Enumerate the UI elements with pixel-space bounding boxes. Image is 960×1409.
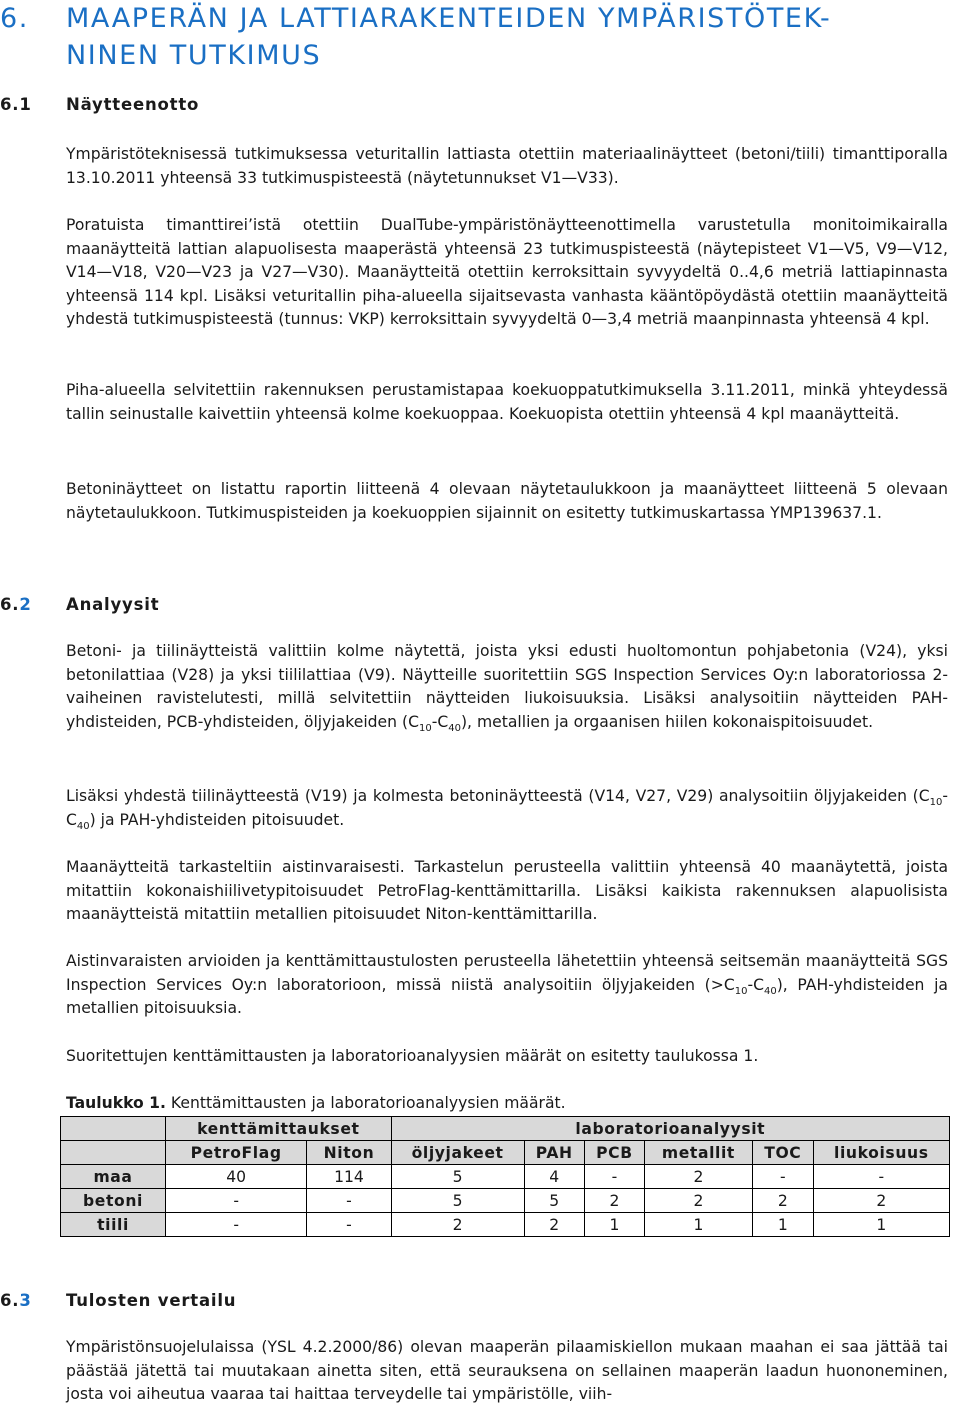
table-row [61, 1165, 950, 1189]
column-header: Niton [307, 1141, 391, 1165]
table-cell: 2 [752, 1189, 813, 1213]
table-cell: 5 [391, 1165, 524, 1189]
section-6-3-title: Tulosten vertailu [66, 1291, 237, 1310]
table-cell: - [166, 1213, 307, 1237]
row-header: maa [61, 1165, 166, 1189]
table-header-row-groups [61, 1117, 950, 1141]
table-corner-cell [61, 1117, 166, 1141]
section-6-1-number: 6.1 [0, 95, 32, 114]
table-cell: 2 [644, 1189, 752, 1213]
table-cell: 40 [166, 1165, 307, 1189]
table-cell: - [166, 1189, 307, 1213]
column-header: PetroFlag [166, 1141, 307, 1165]
table-cell: 1 [584, 1213, 644, 1237]
column-header: TOC [752, 1141, 813, 1165]
table-cell: - [307, 1213, 391, 1237]
table-cell: - [307, 1189, 391, 1213]
paragraph-6-1-2: Poratuista timanttirei’istä otettiin DualTube-ympäristönäytteenottimella varustetulla monitoimikairalla maanäytteitä lattian alapuolisesta maaperästä yhteensä 23 tutkimuspisteestä (näytepisteet V1—V5, V9—V12, V14—V18, V20—V23 ja V27—V30). Maanäytteitä otettiin kerroksittain syvyydeltä 0..4,6 metriä lattiapinnasta yhteensä 114 kpl. Lisäksi veturitallin piha-alueella sijaitsevasta vanhasta kääntöpöydästä otettiin maanäytteitä yhdestä tutkimuspisteestä (tunnus: VKP) kerroksittain syvyydeltä 0—3,4 metriä maanpinnasta yhteensä 4 kpl. [66, 216, 948, 328]
table-cell: 1 [813, 1213, 949, 1237]
table-cell: 2 [813, 1189, 949, 1213]
section-6-3-heading [0, 1290, 236, 1312]
table-cell: 2 [644, 1165, 752, 1189]
table-cell: - [584, 1165, 644, 1189]
paragraph-6-3-1: Ympäristönsuojelulaissa (YSL 4.2.2000/86) olevan maaperän pilaamiskiellon mukaan maahan ei saa jättää tai päästää jätettä tai muutakaan ainetta siten, että seurauksena on sellainen maaperän laadun huononeminen, josta voi aiheutua vaaraa tai haittaa terveydelle tai ympäristölle, viih- [66, 1338, 948, 1403]
table-1-title: Kenttämittausten ja laboratorioanalyysien määrät. [170, 1094, 566, 1112]
table-cell: 114 [307, 1165, 391, 1189]
table-header-row-columns [61, 1141, 950, 1165]
paragraph-6-2-2: Lisäksi yhdestä tiilinäytteestä (V19) ja kolmesta betoninäytteestä (V14, V27, V29) analysoitiin öljyjakeiden $(C_{10}-C_{40})$ ja PAH-yhdisteiden pitoisuudet. [66, 787, 948, 832]
paragraph-6-2-4: Aistinvaraisten arvioiden ja kenttämittaustulosten perusteella lähetettiin yhteensä seitsemän maanäytteitä SGS Inspection Services Oy:n laboratorioon, missä niistä analysoitiin öljyjakeiden $(>C_{10}-C_{40})$, PAH-yhdisteiden ja metallien pitoisuuksia. [66, 952, 948, 1017]
section-6-title-line2: NINEN TUTKIMUS [66, 40, 322, 71]
header-group-field: kenttämittaukset [166, 1117, 392, 1141]
paragraph-6-2-3: Maanäytteitä tarkasteltiin aistinvaraisesti. Tarkastelun perusteella valittiin yhteensä 40 maanäytettä, joista mitattiin kokonaishiilivetypitoisuudet PetroFlag-kenttämittarilla. Lisäksi kaikista rakennuksen alapuolisista maanäytteistä mitattiin metallien pitoisuudet Niton-kenttämittarilla. [66, 858, 948, 923]
table-row [61, 1213, 950, 1237]
paragraph-6-1-3: Piha-alueella selvitettiin rakennuksen perustamistapaa koekuoppatutkimuksella 3.11.2011, minkä yhteydessä tallin seinustalle kaivettiin yhteensä kolme koekuoppaa. Koekuopista otettiin yhteensä 4 kpl maanäytteitä. [66, 381, 948, 423]
section-6-3-number: 6.3 [0, 1291, 32, 1310]
table-cell: 2 [524, 1213, 584, 1237]
paragraph-6-2-1: Betoni- ja tiilinäytteistä valittiin kolme näytettä, joista yksi edusti huoltomontun pohjabetonia (V24), yksi betonilattiaa (V28) ja yksi tiililattiaa (V9). Näytteille suoritettiin SGS Inspection Services Oy:n laboratoriossa 2-vaiheinen ravistelutesti, millä selvitettiin näytteiden liukoisuuksia. Lisäksi analysoitiin näytteiden PAH-yhdisteiden, PCB-yhdisteiden, öljyjakeiden $(C_{10}-C_{40})$, metallien ja orgaanisen hiilen kokonaispitoisuudet. [66, 642, 948, 734]
row-header: tiili [61, 1213, 166, 1237]
column-header: PCB [584, 1141, 644, 1165]
table-cell: 2 [391, 1213, 524, 1237]
column-header: öljyjakeet [391, 1141, 524, 1165]
table-row [61, 1189, 950, 1213]
table-cell: - [752, 1165, 813, 1189]
section-6-heading [0, 0, 950, 74]
section-6-number: 6. [0, 3, 29, 34]
table-cell: 4 [524, 1165, 584, 1189]
section-6-2-title: Analyysit [66, 595, 160, 614]
section-6-title-line1: MAAPERÄN JA LATTIARAKENTEIDEN YMPÄRISTÖTEK- [66, 3, 832, 34]
column-header: metallit [644, 1141, 752, 1165]
column-header: liukoisuus [813, 1141, 949, 1165]
section-6-2-heading [0, 594, 159, 616]
section-6-2-number: 6.2 [0, 595, 32, 614]
paragraph-6-1-1: Ympäristöteknisessä tutkimuksessa veturitallin lattiasta otettiin materiaalinäytteet (betoni/tiili) timanttiporalla 13.10.2011 yhteensä 33 tutkimuspisteestä (näytetunnukset V1—V33). [66, 145, 948, 187]
table-corner-cell [61, 1141, 166, 1165]
header-group-lab: laboratorioanalyysit [391, 1117, 949, 1141]
table-1-label: Taulukko 1. [66, 1094, 166, 1112]
column-header: PAH [524, 1141, 584, 1165]
section-6-1-heading [0, 94, 199, 116]
table-cell: - [813, 1165, 949, 1189]
paragraph-6-2-5: Suoritettujen kenttämittausten ja laboratorioanalyysien määrät on esitetty taulukossa 1. [66, 1047, 759, 1065]
table-cell: 5 [391, 1189, 524, 1213]
table-cell: 5 [524, 1189, 584, 1213]
paragraph-6-1-4: Betoninäytteet on listattu raportin liitteenä 4 olevaan näytetaulukkoon ja maanäytteet liitteenä 5 olevaan näytetaulukkoon. Tutkimuspisteiden ja koekuoppien sijainnit on esitetty tutkimuskartassa YMP139637.1. [66, 480, 948, 522]
section-6-1-title: Näytteenotto [66, 95, 200, 114]
table-1-caption [66, 1092, 566, 1114]
table-cell: 1 [644, 1213, 752, 1237]
table-cell: 2 [584, 1189, 644, 1213]
table-cell: 1 [752, 1213, 813, 1237]
row-header: betoni [61, 1189, 166, 1213]
table-1 [60, 1116, 950, 1237]
